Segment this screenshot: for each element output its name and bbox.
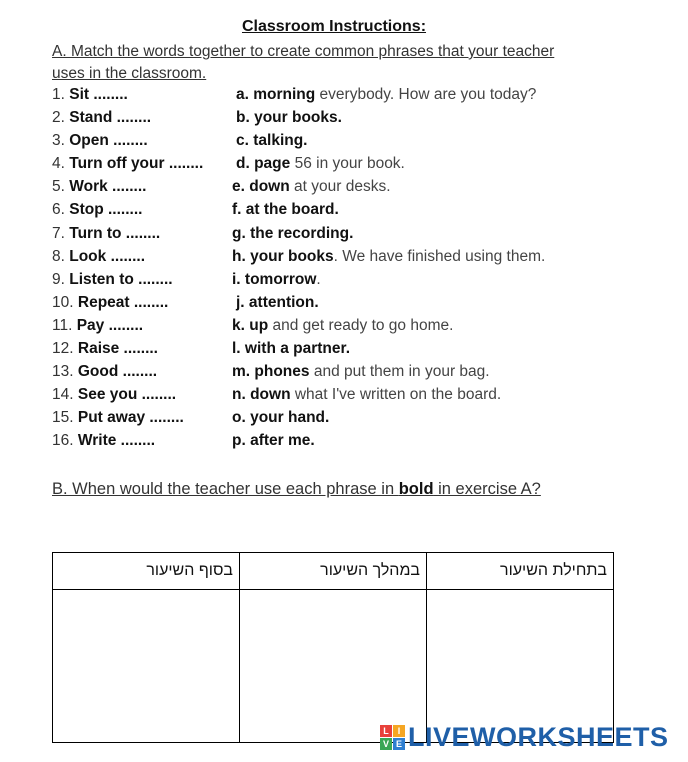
option-bold: p. after me.	[232, 432, 315, 450]
option-rest: what I've written on the board.	[290, 386, 502, 404]
option-bold: l. with a partner.	[232, 340, 350, 358]
match-left	[52, 317, 143, 335]
match-left	[52, 178, 146, 196]
item-number: 2.	[52, 109, 65, 127]
option-bold: o. your hand.	[232, 409, 330, 427]
instruction-b-before: B. When would the teacher use each phrase in	[52, 480, 399, 498]
instruction-b	[52, 480, 541, 499]
item-number: 10.	[52, 293, 74, 311]
match-left	[52, 340, 158, 358]
match-left	[52, 225, 160, 243]
option-bold: g. the recording.	[232, 224, 354, 242]
item-number: 16.	[52, 432, 74, 450]
match-right	[232, 340, 350, 358]
item-number: 4.	[52, 155, 65, 173]
match-row	[52, 317, 652, 340]
option-rest: . We have finished using them.	[333, 247, 546, 265]
match-left	[52, 248, 145, 266]
item-word: Work ........	[69, 178, 147, 196]
header-during-lesson: במהלך השיעור	[240, 553, 427, 590]
header-start-of-lesson: בתחילת השיעור	[427, 553, 614, 590]
item-word: See you ........	[77, 386, 177, 404]
option-bold: d. page	[236, 155, 291, 173]
item-number: 9.	[52, 270, 65, 288]
match-right	[236, 86, 536, 104]
item-number: 15.	[52, 409, 74, 427]
item-number: 5.	[52, 178, 65, 196]
item-word: Put away ........	[77, 409, 184, 427]
item-number: 11.	[52, 316, 73, 334]
instruction-b-bold: bold	[398, 480, 434, 498]
option-bold: n. down	[232, 386, 291, 404]
match-left	[52, 294, 168, 312]
option-bold: e. down	[232, 178, 290, 196]
option-rest: .	[316, 270, 321, 288]
match-right	[236, 109, 342, 127]
item-word: Sit ........	[69, 86, 128, 103]
item-number: 6.	[52, 201, 65, 219]
match-row	[52, 340, 652, 363]
item-number: 7.	[52, 224, 65, 242]
item-number: 8.	[52, 247, 65, 265]
match-row	[52, 386, 652, 409]
match-row	[52, 155, 652, 178]
item-word: Write ........	[77, 432, 156, 450]
item-word: Open ........	[69, 132, 148, 150]
header-end-of-lesson: בסוף השיעור	[53, 553, 240, 590]
item-number: 14.	[52, 386, 74, 404]
match-right	[232, 225, 353, 243]
option-rest: everybody. How are you today?	[315, 86, 537, 103]
item-word: Raise ........	[77, 340, 158, 358]
option-bold: j. attention.	[236, 293, 319, 311]
match-row	[52, 363, 652, 386]
answer-cell-end[interactable]	[53, 590, 240, 743]
match-left	[52, 363, 157, 381]
matching-list	[52, 86, 652, 456]
option-bold: h. your books	[232, 247, 334, 265]
match-right	[232, 432, 315, 450]
match-right	[236, 132, 308, 150]
match-row	[52, 132, 652, 155]
match-left	[52, 386, 176, 404]
match-left	[52, 432, 155, 450]
item-number: 1.	[52, 86, 65, 103]
item-number: 13.	[52, 363, 74, 381]
item-word: Good ........	[77, 363, 158, 381]
item-number: 12.	[52, 340, 74, 358]
option-rest: and get ready to go home.	[268, 316, 454, 334]
item-word: Listen to ........	[69, 270, 173, 288]
match-left	[52, 86, 128, 104]
match-right	[232, 178, 391, 196]
match-row	[52, 409, 652, 432]
item-word: Pay ........	[76, 316, 144, 334]
option-rest: and put them in your bag.	[309, 363, 490, 381]
option-rest: at your desks.	[289, 178, 391, 196]
match-right	[232, 363, 490, 381]
match-left	[52, 109, 151, 127]
match-left	[52, 132, 148, 150]
match-row	[52, 271, 652, 294]
match-left	[52, 155, 203, 173]
instruction-b-after: in exercise A?	[433, 480, 541, 498]
match-right	[232, 317, 453, 335]
option-bold: b. your books.	[236, 109, 342, 127]
option-bold: a. morning	[236, 86, 316, 103]
option-bold: m. phones	[232, 363, 310, 381]
logo-text: LIVEWORKSHEETS	[408, 721, 669, 752]
item-number: 3.	[52, 132, 65, 150]
match-left	[52, 271, 173, 289]
logo-mark-icon: L I V E	[380, 725, 405, 750]
match-row	[52, 248, 652, 271]
match-right	[232, 409, 329, 427]
match-right	[232, 201, 339, 219]
item-word: Turn to ........	[69, 224, 161, 242]
match-row	[52, 294, 652, 317]
match-left	[52, 201, 142, 219]
match-right	[236, 294, 319, 312]
option-bold: c. talking.	[236, 132, 308, 150]
page-title: Classroom Instructions:	[241, 18, 427, 35]
match-right	[232, 248, 545, 266]
match-right	[236, 155, 405, 173]
item-word: Stand ........	[69, 109, 152, 127]
option-bold: k. up	[232, 316, 269, 334]
match-row	[52, 432, 652, 455]
instruction-a: A. Match the words together to create common phrases that your teacher uses in the classroom.	[52, 43, 555, 82]
match-row	[52, 86, 652, 109]
match-left	[52, 409, 184, 427]
item-word: Repeat ........	[77, 293, 169, 311]
liveworksheets-logo	[380, 720, 669, 754]
option-bold: f. at the board.	[232, 201, 339, 219]
match-right	[232, 386, 501, 404]
item-word: Turn off your ........	[69, 155, 204, 173]
item-word: Stop ........	[69, 201, 143, 219]
option-bold: i. tomorrow	[232, 270, 317, 288]
match-row	[52, 201, 652, 224]
item-word: Look ........	[69, 247, 146, 265]
answer-table	[52, 552, 614, 743]
match-right	[232, 271, 321, 289]
option-rest: 56 in your book.	[290, 155, 405, 173]
match-row	[52, 225, 652, 248]
match-row	[52, 178, 652, 201]
match-row	[52, 109, 652, 132]
